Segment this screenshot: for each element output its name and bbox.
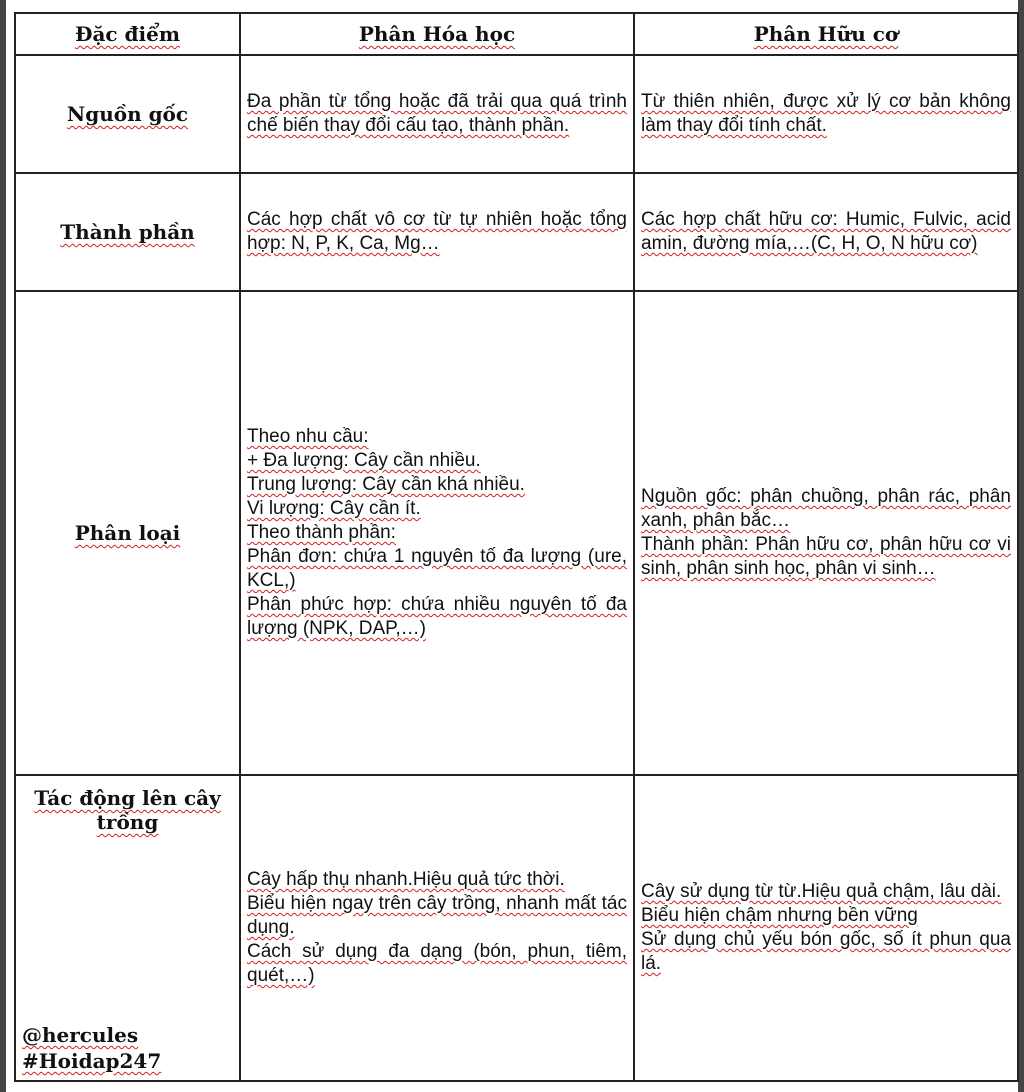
cell-org-thanh-phan: Các hợp chất hữu cơ: Humic, Fulvic, acid amin, đường mía,…(C, H, O, N hữu cơ) xyxy=(634,173,1018,291)
table-row xyxy=(15,775,1018,1081)
row-label-thanh-phan: Thành phần xyxy=(15,173,240,291)
cell-chem-phan-loai: Theo nhu cầu: + Đa lượng: Cây cần nhiều. Trung lượng: Cây cần khá nhiều. Vi lượng: Cây cần ít. Theo thành phần: Phân đơn: chứa 1 nguyên tố đa lượng (ure, KCL,) Phân phức hợp: chứa nhiều nguyên tố đa lượng (NPK, DAP,…) xyxy=(240,291,634,775)
cell-org-nguon-goc: Từ thiên nhiên, được xử lý cơ bản không làm thay đổi tính chất. xyxy=(634,55,1018,173)
row-label-nguon-goc: Nguồn gốc xyxy=(15,55,240,173)
header-row xyxy=(15,13,1018,55)
watermark xyxy=(22,1022,161,1074)
table-row xyxy=(15,55,1018,173)
row-label-phan-loai: Phân loại xyxy=(15,291,240,775)
watermark-author: @hercules xyxy=(22,1023,139,1047)
row-label-tac-dong: Tác động lên cây trồng xyxy=(15,775,240,1081)
header-dac-diem: Đặc điểm xyxy=(15,13,240,55)
watermark-site: #Hoidap247 xyxy=(22,1049,162,1073)
table-row xyxy=(15,291,1018,775)
cell-chem-tac-dong: Cây hấp thụ nhanh.Hiệu quả tức thời. Biểu hiện ngay trên cây trồng, nhanh mất tác dụng. Cách sử dụng đa dạng (bón, phun, tiêm, quét,…) xyxy=(240,775,634,1081)
cell-org-phan-loai: Nguồn gốc: phân chuồng, phân rác, phân xanh, phân bắc… Thành phần: Phân hữu cơ, phân hữu cơ vi sinh, phân sinh học, phân vi sinh… xyxy=(634,291,1018,775)
table-row xyxy=(15,173,1018,291)
header-phan-huu-co: Phân Hữu cơ xyxy=(634,13,1018,55)
header-phan-hoa-hoc: Phân Hóa học xyxy=(240,13,634,55)
cell-chem-nguon-goc: Đa phần từ tổng hoặc đã trải qua quá trình chế biến thay đổi cấu tạo, thành phần. xyxy=(240,55,634,173)
comparison-table xyxy=(14,12,1019,1082)
cell-chem-thanh-phan: Các hợp chất vô cơ từ tự nhiên hoặc tổng hợp: N, P, K, Ca, Mg… xyxy=(240,173,634,291)
cell-org-tac-dong: Cây sử dụng từ từ.Hiệu quả chậm, lâu dài. Biểu hiện chậm nhưng bền vững Sử dụng chủ yếu bón gốc, số ít phun qua lá. xyxy=(634,775,1018,1081)
